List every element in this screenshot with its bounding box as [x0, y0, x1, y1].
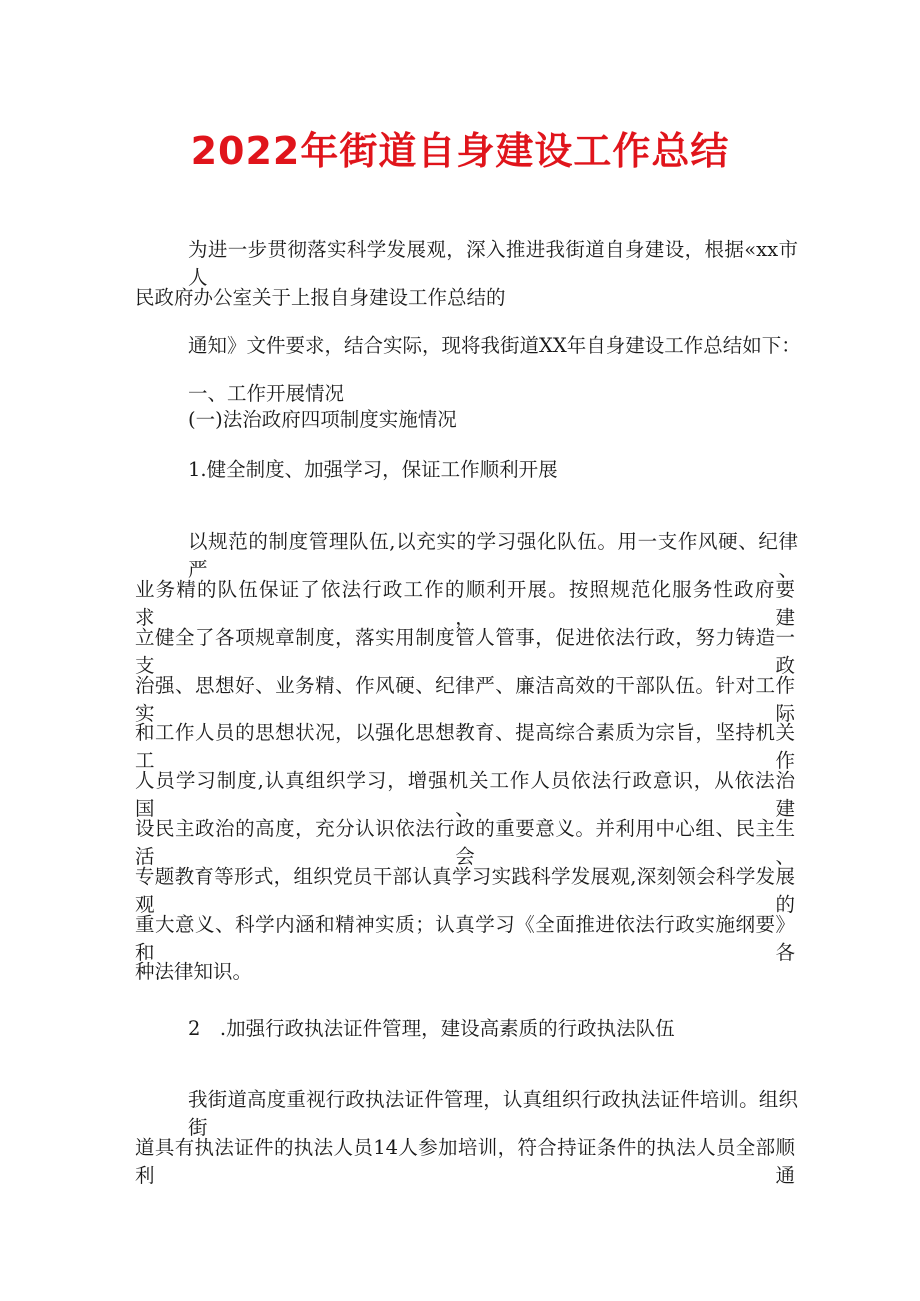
item-1-body-line: 治强、思想好、业务精、作风硬、纪律严、廉洁高效的干部队伍。针对工作实际	[135, 674, 795, 725]
item-1-body-line: 专题教育等形式，组织党员干部认真学习实践科学发展观,深刻领会科学发展观的	[135, 865, 795, 916]
item-1-body-line: 业务精的队伍保证了依法行政工作的顺利开展。按照规范化服务性政府要求，建	[135, 578, 795, 629]
item-1-body-line: 和工作人员的思想状况，以强化思想教育、提高综合素质为宗旨，坚持机关工作	[135, 721, 795, 772]
item-1-body-line: 人员学习制度,认真组织学习，增强机关工作人员依法行政意识，从依法治国、建	[135, 769, 795, 820]
item-1-body-line: 以规范的制度管理队伍,以充实的学习强化队伍。用一支作风硬、纪律严、	[188, 530, 798, 581]
intro-line-1: 为进一步贯彻落实科学发展观，深入推进我街道自身建设，根据«xx市人	[188, 238, 798, 289]
subsection-heading: (一)法治政府四项制度实施情况	[188, 408, 457, 431]
intro-line-2: 民政府办公室关于上报自身建设工作总结的	[135, 286, 506, 309]
document-title: 2022年街道自身建设工作总结	[190, 129, 730, 173]
item-2-heading: 2 .加强行政执法证件管理，建设高素质的行政执法队伍	[188, 1017, 675, 1040]
item-1-heading: 1.健全制度、加强学习，保证工作顺利开展	[188, 458, 558, 481]
item-1-body-line: 设民主政治的高度，充分认识依法行政的重要意义。并利用中心组、民主生活会、	[135, 817, 795, 868]
item-2-body-line: 道具有执法证件的执法人员14人参加培训，符合持证条件的执法人员全部顺利通	[135, 1136, 795, 1187]
item-1-body-line: 重大意义、科学内涵和精神实质；认真学习《全面推进依法行政实施纲要》和各	[135, 913, 795, 964]
intro-line-3: 通知》文件要求，结合实际，现将我街道XX年自身建设工作总结如下：	[188, 334, 801, 357]
item-1-body-line: 立健全了各项规章制度，落实用制度管人管事，促进依法行政，努力铸造一支政	[135, 626, 795, 677]
section-heading: 一、工作开展情况	[188, 382, 345, 405]
item-2-body-line: 我街道高度重视行政执法证件管理，认真组织行政执法证件培训。组织街	[188, 1088, 798, 1139]
item-1-body-line: 种法律知识。	[135, 960, 253, 983]
